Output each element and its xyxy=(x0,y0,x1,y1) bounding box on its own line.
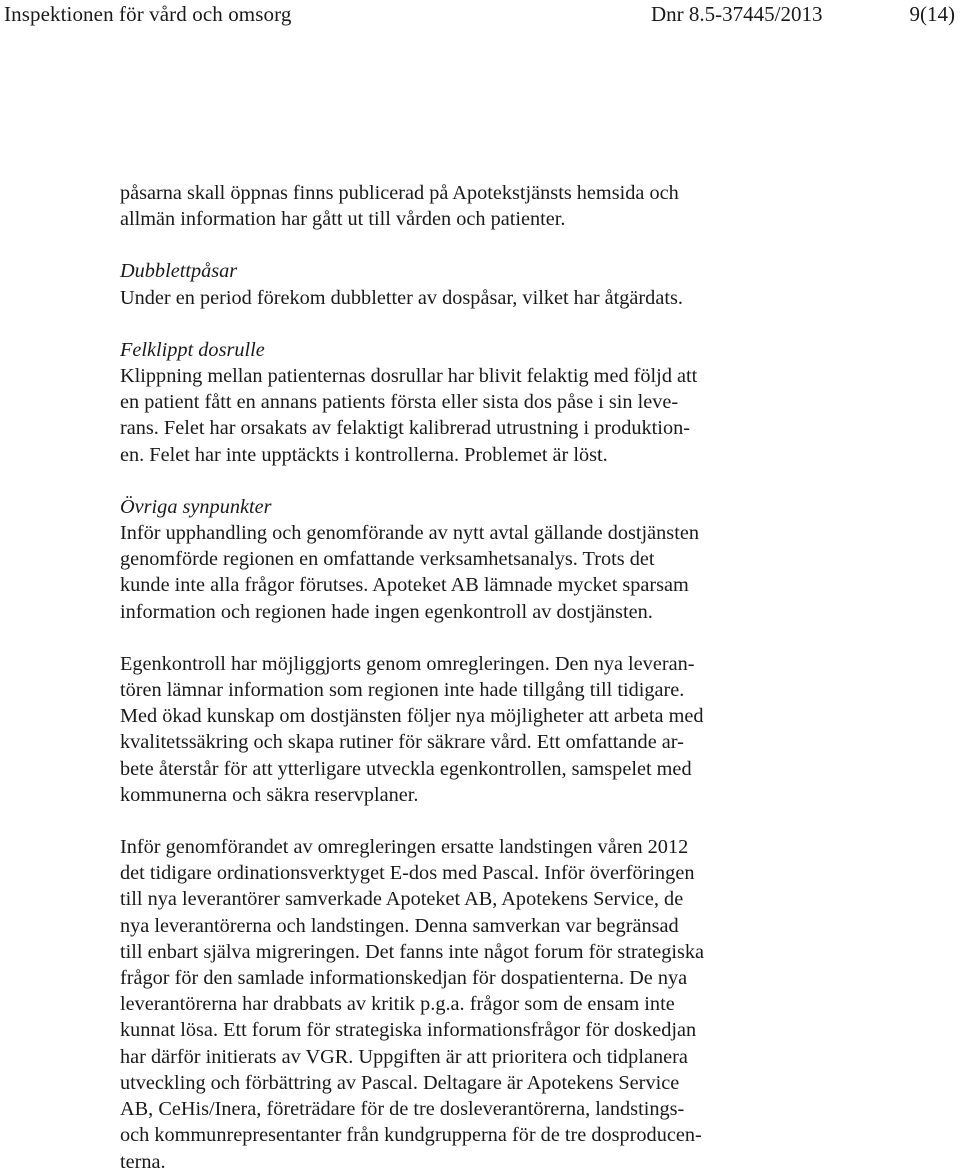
text-line: till nya leverantörer samverkade Apoteket AB, Apotekens Service, de xyxy=(120,888,684,911)
section xyxy=(120,337,770,468)
text-line: kvalitetssäkring och skapa rutiner för säkrare vård. Ett omfattande ar- xyxy=(120,731,684,754)
text-line: kunde inte alla frågor förutses. Apoteket AB lämnade mycket sparsam xyxy=(120,574,689,597)
paragraph-spacer xyxy=(120,808,770,834)
section-heading: Dubblettpåsar xyxy=(120,260,238,283)
text-line: rans. Felet har orsakats av felaktigt kalibrerad utrustning i produktion- xyxy=(120,417,690,440)
text-line: genomförde regionen en omfattande verksamhetsanalys. Trots det xyxy=(120,548,655,571)
text-line: och kommunrepresentanter från kundgrupperna för de tre dosproducen- xyxy=(120,1124,702,1147)
text-line: Klippning mellan patienternas dosrullar har blivit felaktig med följd att xyxy=(120,365,698,388)
text-line: Med ökad kunskap om dostjänsten följer nya möjligheter att arbeta med xyxy=(120,705,704,728)
text-line: en patient fått en annans patients första eller sista dos påse i sin leve- xyxy=(120,391,679,414)
text-line: Inför upphandling och genomförande av nytt avtal gällande dostjänsten xyxy=(120,522,699,545)
paragraph-spacer xyxy=(120,625,770,651)
text-line: kommunerna och säkra reservplaner. xyxy=(120,783,419,806)
text-line: terna. xyxy=(120,1150,166,1173)
document-number: Dnr 8.5-37445/2013 xyxy=(651,2,823,26)
paragraph xyxy=(120,834,770,1175)
text-line: allmän information har gått ut till vården och patienter. xyxy=(120,208,566,231)
text-line: Egenkontroll har möjliggjorts genom omregleringen. Den nya leveran- xyxy=(120,652,695,675)
paragraph xyxy=(120,180,770,232)
text-line: det tidigare ordinationsverktyget E-dos med Pascal. Inför överföringen xyxy=(120,862,695,885)
section xyxy=(120,494,770,625)
paragraph-spacer xyxy=(120,232,770,258)
text-line: leverantörerna har drabbats av kritik p.g.a. frågor som de ensam inte xyxy=(120,993,675,1016)
text-line: information och regionen hade ingen egenkontroll av dostjänsten. xyxy=(120,600,653,623)
text-line: en. Felet har inte upptäckts i kontrollerna. Problemet är löst. xyxy=(120,443,608,466)
text-line: påsarna skall öppnas finns publicerad på Apotekstjänsts hemsida och xyxy=(120,182,679,204)
page-header xyxy=(0,0,960,40)
section-heading: Felklippt dosrulle xyxy=(120,338,265,361)
text-line: Under en period förekom dubbletter av dospåsar, vilket har åtgärdats. xyxy=(120,286,683,309)
text-line: Inför genomförandet av omregleringen ersatte landstingen våren 2012 xyxy=(120,836,689,859)
text-line: bete återstår för att ytterligare utveckla egenkontrollen, samspelet med xyxy=(120,757,692,780)
section xyxy=(120,258,770,310)
text-line: nya leverantörerna och landstingen. Denna samverkan var begränsad xyxy=(120,914,679,937)
text-line: till enbart själva migreringen. Det fanns inte något forum för strategiska xyxy=(120,940,705,963)
text-line: AB, CeHis/Inera, företrädare för de tre dosleverantörerna, landstings- xyxy=(120,1098,685,1121)
paragraph-spacer xyxy=(120,311,770,337)
page-number: 9(14) xyxy=(909,2,955,26)
agency-name: Inspektionen för vård och omsorg xyxy=(4,2,292,26)
text-line: utveckling och förbättring av Pascal. Deltagare är Apotekens Service xyxy=(120,1071,680,1094)
paragraph xyxy=(120,651,770,808)
text-line: tören lämnar information som regionen inte hade tillgång till tidigare. xyxy=(120,679,685,702)
section-heading: Övriga synpunkter xyxy=(120,495,272,518)
text-line: kunnat lösa. Ett forum för strategiska informationsfrågor för doskedjan xyxy=(120,1019,697,1042)
document-body xyxy=(120,180,770,1175)
paragraph-spacer xyxy=(120,468,770,494)
text-line: frågor för den samlade informationskedjan för dospatienterna. De nya xyxy=(120,967,688,990)
text-line: har därför initierats av VGR. Uppgiften är att prioritera och tidplanera xyxy=(120,1045,688,1068)
